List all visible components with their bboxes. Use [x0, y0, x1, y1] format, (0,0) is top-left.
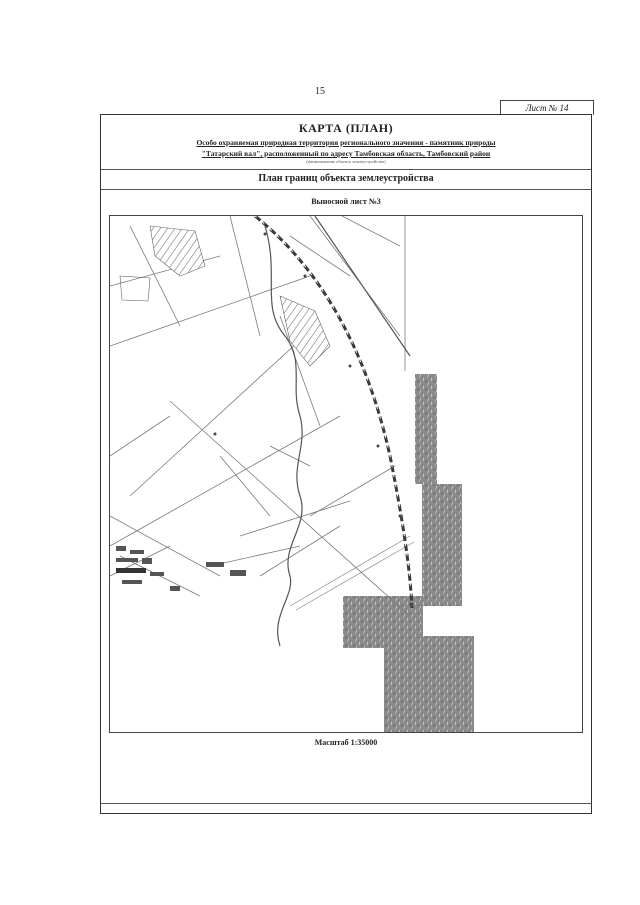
sheet-number-label: Лист № 14 [500, 100, 594, 115]
map-image [109, 215, 583, 733]
plan-title: План границ объекта землеустройства [258, 173, 434, 184]
map-lines [110, 216, 410, 616]
divider [101, 189, 591, 190]
river [265, 226, 302, 646]
map-markers [214, 233, 413, 606]
protected-area-boundary [255, 216, 412, 608]
raster-overlay [343, 374, 474, 733]
map-frame [100, 114, 592, 814]
page-number: 15 [315, 86, 325, 97]
railway [315, 216, 410, 356]
settlement [116, 546, 246, 591]
document-title: КАРТА (ПЛАН) [298, 121, 394, 135]
sheet-title: Выносной лист №3 [311, 197, 381, 206]
subtitle-line-1: Особо охраняемая природная территория регионального значения - памятник природы [196, 138, 496, 147]
subtitle-note: (наименование объекта землеустройства) [306, 159, 386, 164]
map-scale: Масштаб 1:35000 [314, 738, 378, 747]
subtitle-line-2: "Татарский вал", расположенный по адресу Тамбовская область, Тамбовский район [201, 149, 491, 158]
map-drawing [110, 216, 583, 733]
divider [101, 803, 591, 804]
divider [101, 169, 591, 170]
document-subtitle [101, 137, 591, 159]
terrain-hatching [120, 226, 330, 366]
